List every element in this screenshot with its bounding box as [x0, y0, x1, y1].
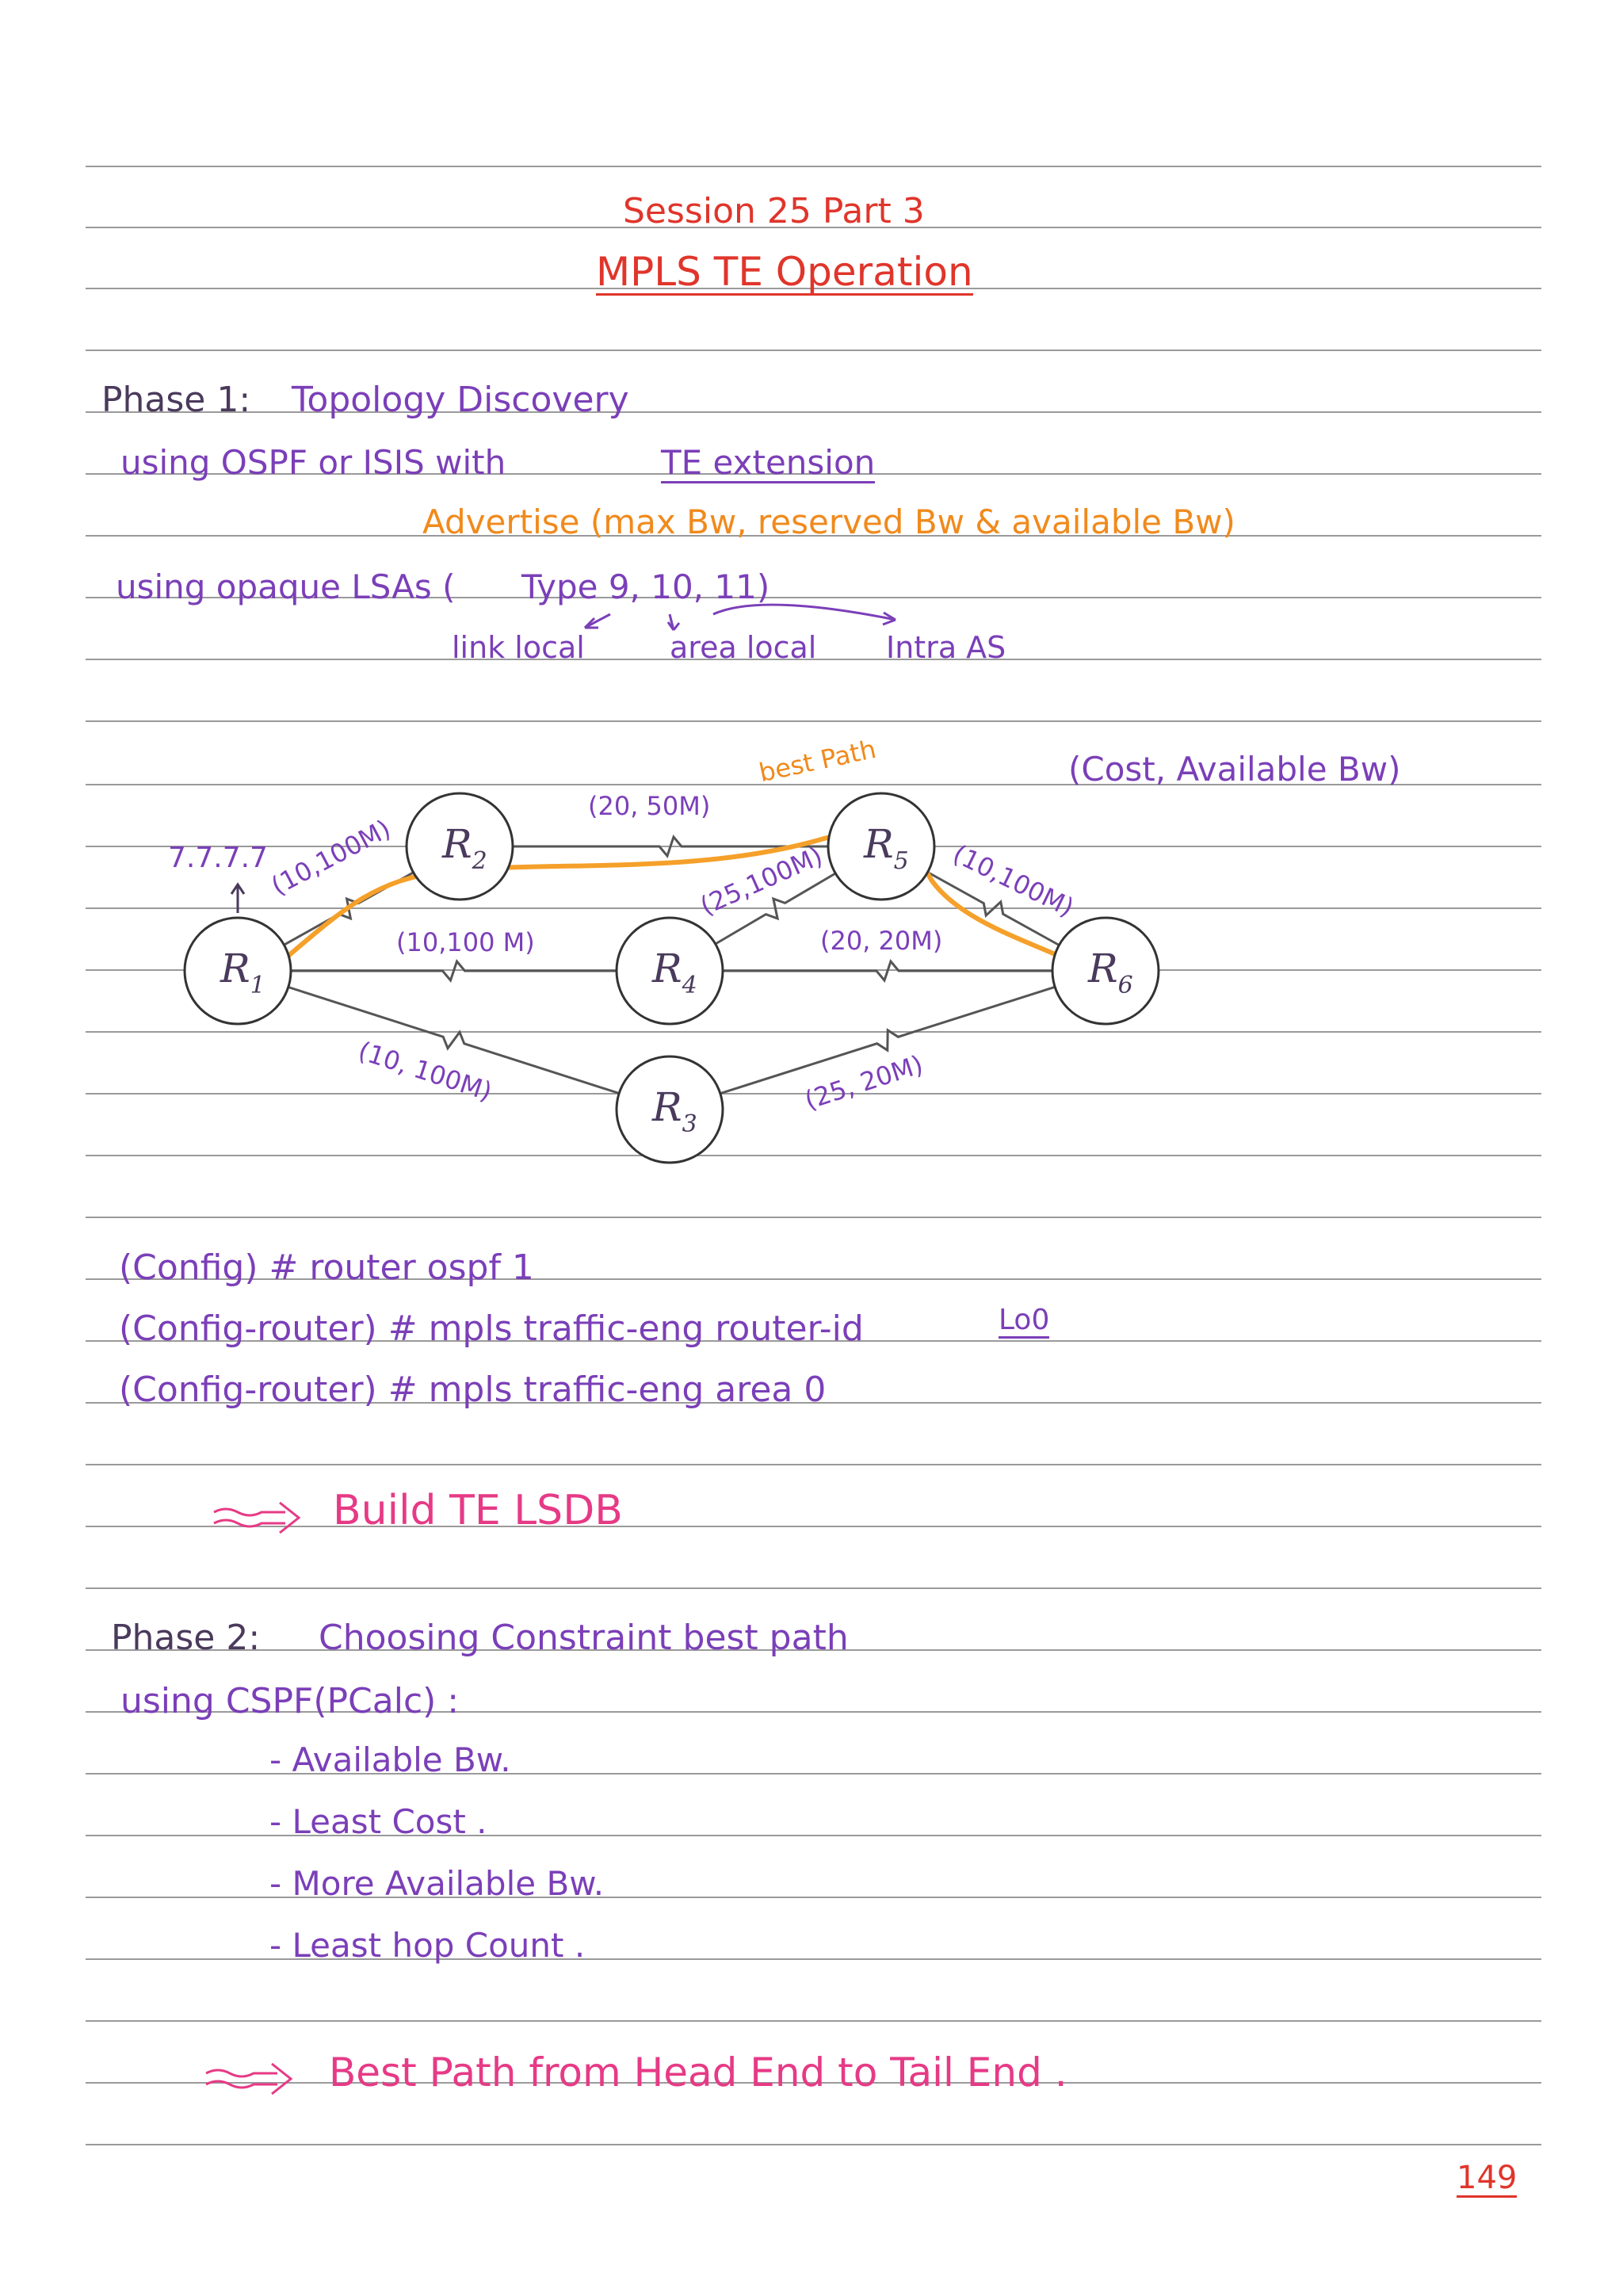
title-topic: MPLS TE Operation	[596, 249, 973, 295]
config-line-1: (Config) # router ospf 1	[119, 1247, 534, 1288]
phase1-using-line: using OSPF or ISIS with	[120, 443, 506, 482]
phase2-using: using CSPF(PCalc) :	[120, 1681, 460, 1721]
diagram-legend: (Cost, Available Bw)	[1068, 750, 1401, 789]
advertise-line: Advertise (max Bw, reserved Bw & available Bw)	[422, 502, 1235, 541]
link-label-r1-r4: (10,100 M)	[396, 927, 535, 957]
link-label-r4-r5: (25,100M)	[695, 840, 827, 922]
router-subscript: 3	[682, 1110, 697, 1138]
router-subscript: 1	[250, 972, 265, 999]
phase1-label: Phase 1:	[101, 380, 251, 420]
router-label: $R_6$	[1088, 946, 1133, 999]
router-subscript: 6	[1117, 972, 1133, 999]
router-label: $R_2$	[442, 821, 487, 875]
config-line-3: (Config-router) # mpls traffic-eng area 0	[119, 1370, 827, 1410]
router-label: $R_4$	[652, 946, 697, 999]
phase1-heading: Topology Discovery	[292, 380, 629, 420]
router-label: $R_5$	[864, 821, 909, 875]
opaque-lsa-types: Type 9, 10, 11)	[521, 567, 770, 606]
router-subscript: 5	[893, 847, 909, 875]
config-router-id-arg: Lo0	[999, 1306, 1049, 1339]
link-label-r1-r2: (10,100M)	[265, 813, 396, 902]
link-label-r4-r6: (20, 20M)	[820, 926, 943, 956]
router-subscript: 2	[472, 847, 487, 875]
te-extension: TE extension	[661, 443, 876, 482]
router-label: $R_3$	[652, 1084, 697, 1138]
scope-link-local: link local	[452, 630, 585, 665]
link-r2-r5	[513, 837, 828, 856]
arrow-icon	[210, 1498, 321, 1545]
router-node-r3	[617, 1056, 723, 1163]
link-label-r3-r6: (25, 20M)	[800, 1049, 927, 1116]
router-subscript: 4	[682, 972, 697, 999]
router-node-r2	[407, 793, 513, 900]
title-session: Session 25 Part 3	[623, 191, 925, 231]
criteria-item-3: - More Available Bw.	[269, 1864, 605, 1903]
router-node-r6	[1052, 918, 1159, 1024]
link-label-r2-r5: (20, 50M)	[588, 791, 711, 821]
best-path-label: best Path	[756, 733, 879, 789]
criteria-item-2: - Least Cost .	[269, 1802, 487, 1841]
link-r4-r6	[723, 961, 1052, 980]
best-path-result: Best Path from Head End to Tail End .	[329, 2050, 1067, 2095]
router-label: $R_1$	[220, 946, 265, 999]
criteria-item-1: - Available Bw.	[269, 1740, 511, 1779]
phase2-heading: Choosing Constraint best path	[319, 1618, 849, 1658]
phase2-label: Phase 2:	[111, 1618, 261, 1658]
scope-area-local: area local	[670, 630, 817, 665]
link-r1-r4	[291, 961, 617, 980]
router-node-r5	[828, 793, 934, 900]
arrow-icon	[202, 2059, 313, 2107]
router-node-r1	[185, 918, 291, 1024]
router-node-r4	[617, 918, 723, 1024]
router-id-label: 7.7.7.7	[168, 842, 268, 874]
config-line-2: (Config-router) # mpls traffic-eng router-id	[119, 1308, 864, 1349]
page-number: 149	[1457, 2160, 1518, 2196]
opaque-lsa-prefix: using opaque LSAs (	[116, 567, 456, 606]
scope-intra-as: Intra AS	[886, 630, 1006, 665]
link-label-r1-r3: (10, 100M)	[354, 1035, 496, 1107]
link-label-r5-r6: (10,100M)	[948, 839, 1079, 923]
router-id-arrow	[231, 884, 244, 913]
build-te-lsdb: Build TE LSDB	[333, 1487, 623, 1534]
criteria-item-4: - Least hop Count .	[269, 1926, 586, 1965]
